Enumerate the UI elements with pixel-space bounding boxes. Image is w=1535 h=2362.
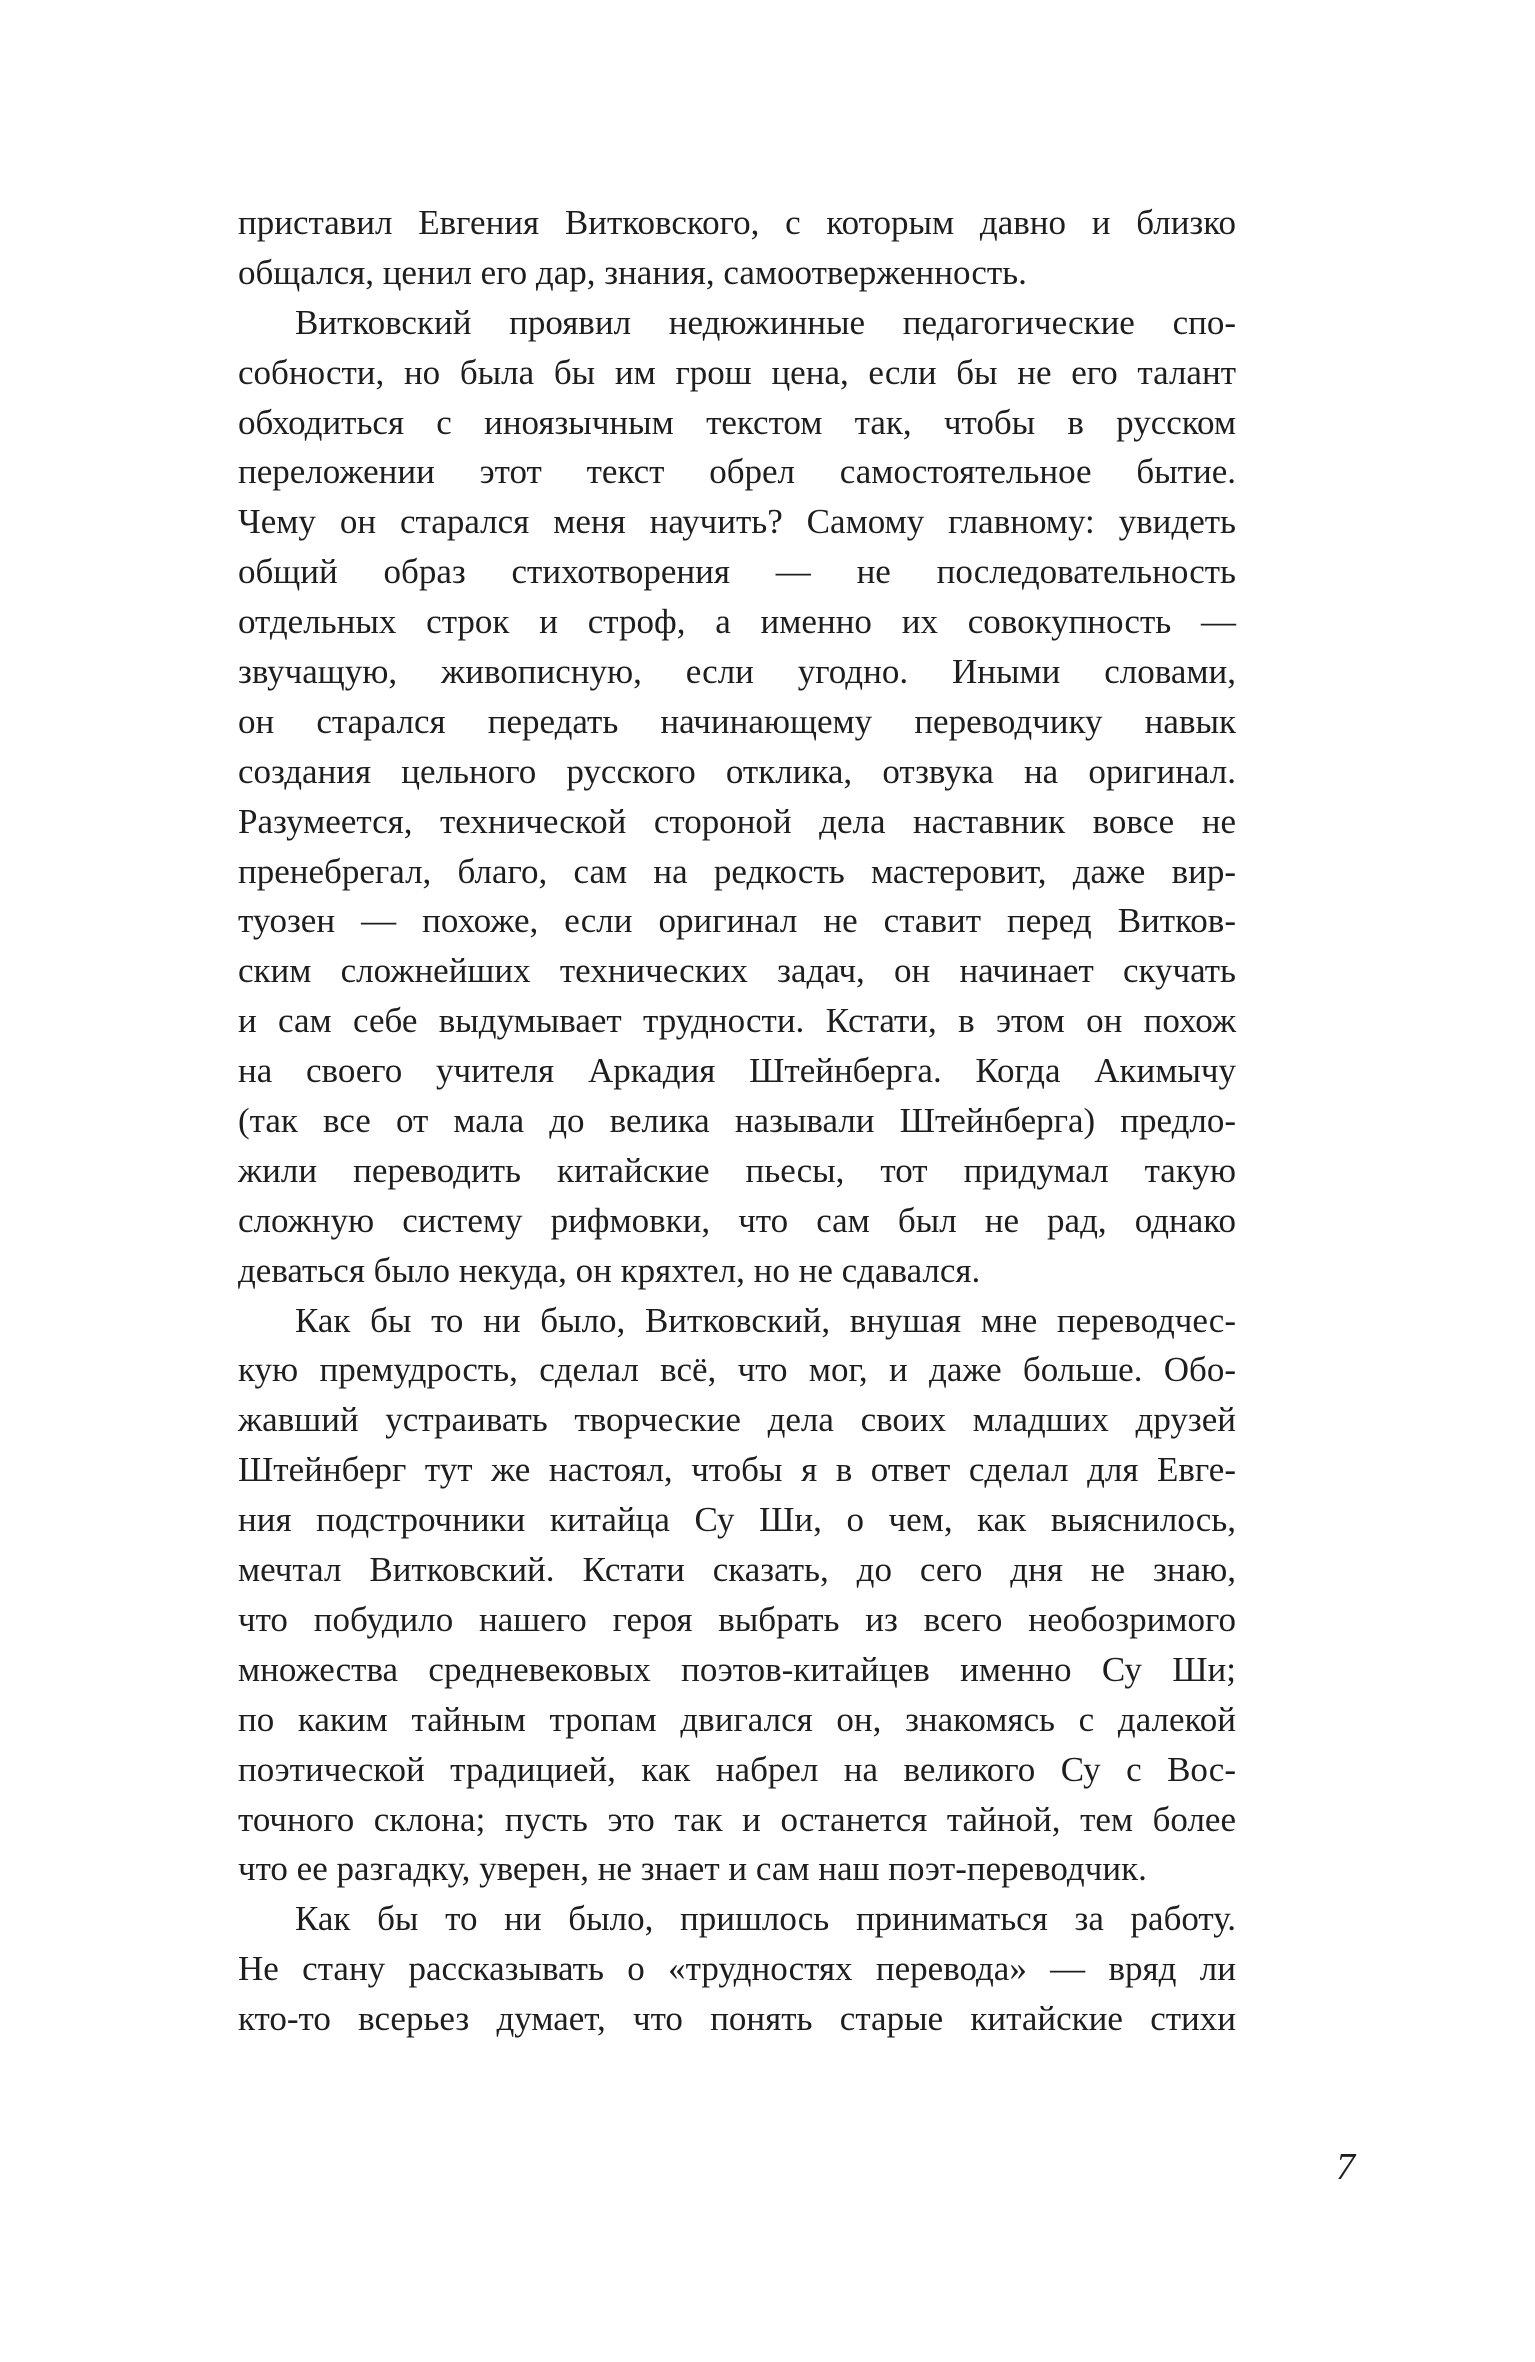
text-line: (так все от мала до велика называли Штейнберга) предло- [238,1101,1236,1141]
text-line: Чему он старался меня научить? Самому главному: увидеть [238,502,1236,542]
text-line: пренебрегал, благо, сам на редкость мастеровит, даже вир- [238,851,1236,891]
text-line: общался, ценил его дар, знания, самоотверженность. [238,252,1027,292]
text-line: по каким тайным тропам двигался он, знакомясь с далекой [238,1699,1236,1739]
page-number: 7 [1336,2146,1355,2188]
text-line: Как бы то ни было, пришлось приниматься за работу. [295,1899,1236,1939]
text-line: деваться было некуда, он кряхтел, но не сдавался. [238,1250,981,1290]
text-line: кто-то всерьез думает, что понять старые китайские стихи [238,1999,1236,2039]
text-line: и сам себе выдумывает трудности. Кстати, в этом он похож [238,1001,1236,1041]
text-line: звучащую, живописную, если угодно. Иными словами, [238,652,1236,692]
text-line: Как бы то ни было, Витковский, внушая мне переводчес- [295,1300,1236,1340]
text-line: Витковский проявил недюжинные педагогические спо- [295,302,1236,342]
text-line: сложную систему рифмовки, что сам был не рад, однако [238,1200,1236,1240]
text-line: множества средневековых поэтов-китайцев именно Су Ши; [238,1649,1236,1689]
text-line: Не стану рассказывать о «трудностях перевода» — вряд ли [238,1949,1236,1989]
text-line: отдельных строк и строф, а именно их совокупность — [238,602,1236,642]
body-text [238,198,1236,2044]
text-line: ния подстрочники китайца Су Ши, о чем, как выяснилось, [238,1500,1236,1540]
paragraph [238,1894,1236,2044]
text-line: мечтал Витковский. Кстати сказать, до сего дня не знаю, [238,1550,1236,1590]
text-line: создания цельного русского отклика, отзвука на оригинал. [238,751,1236,791]
text-line: что побудило нашего героя выбрать из всего необозримого [238,1599,1236,1639]
paragraph [238,298,1236,1296]
text-line: он старался передать начинающему переводчику навык [238,701,1236,741]
text-line: переложении этот текст обрел самостоятельное бытие. [238,452,1236,492]
text-line: обходиться с иноязычным текстом так, чтобы в русском [238,402,1236,442]
text-line: ским сложнейших технических задач, он начинает скучать [238,951,1236,991]
text-line: приставил Евгения Витковского, с которым давно и близко [238,203,1236,242]
text-line: жили переводить китайские пьесы, тот придумал такую [238,1150,1236,1190]
text-line: жавший устраивать творческие дела своих младших друзей [238,1400,1236,1440]
text-line: что ее разгадку, уверен, не знает и сам наш поэт-переводчик. [238,1849,1147,1889]
text-line: на своего учителя Аркадия Штейнберга. Когда Акимычу [238,1051,1236,1091]
text-line: Штейнберг тут же настоял, чтобы я в ответ сделал для Евге- [238,1450,1236,1490]
text-line: общий образ стихотворения — не последовательность [238,552,1236,592]
paragraph [238,198,1236,298]
paragraph [238,1296,1236,1895]
text-line: поэтической традицией, как набрел на великого Су с Вос- [238,1749,1236,1789]
text-line: точного склона; пусть это так и останется тайной, тем более [238,1799,1236,1839]
text-line: кую премудрость, сделал всё, что мог, и даже больше. Обо- [238,1350,1236,1390]
text-line: собности, но была бы им грош цена, если бы не его талант [238,352,1236,392]
text-line: Разумеется, технической стороной дела наставник вовсе не [238,801,1236,841]
text-line: туозен — похоже, если оригинал не ставит перед Витков- [238,901,1236,941]
